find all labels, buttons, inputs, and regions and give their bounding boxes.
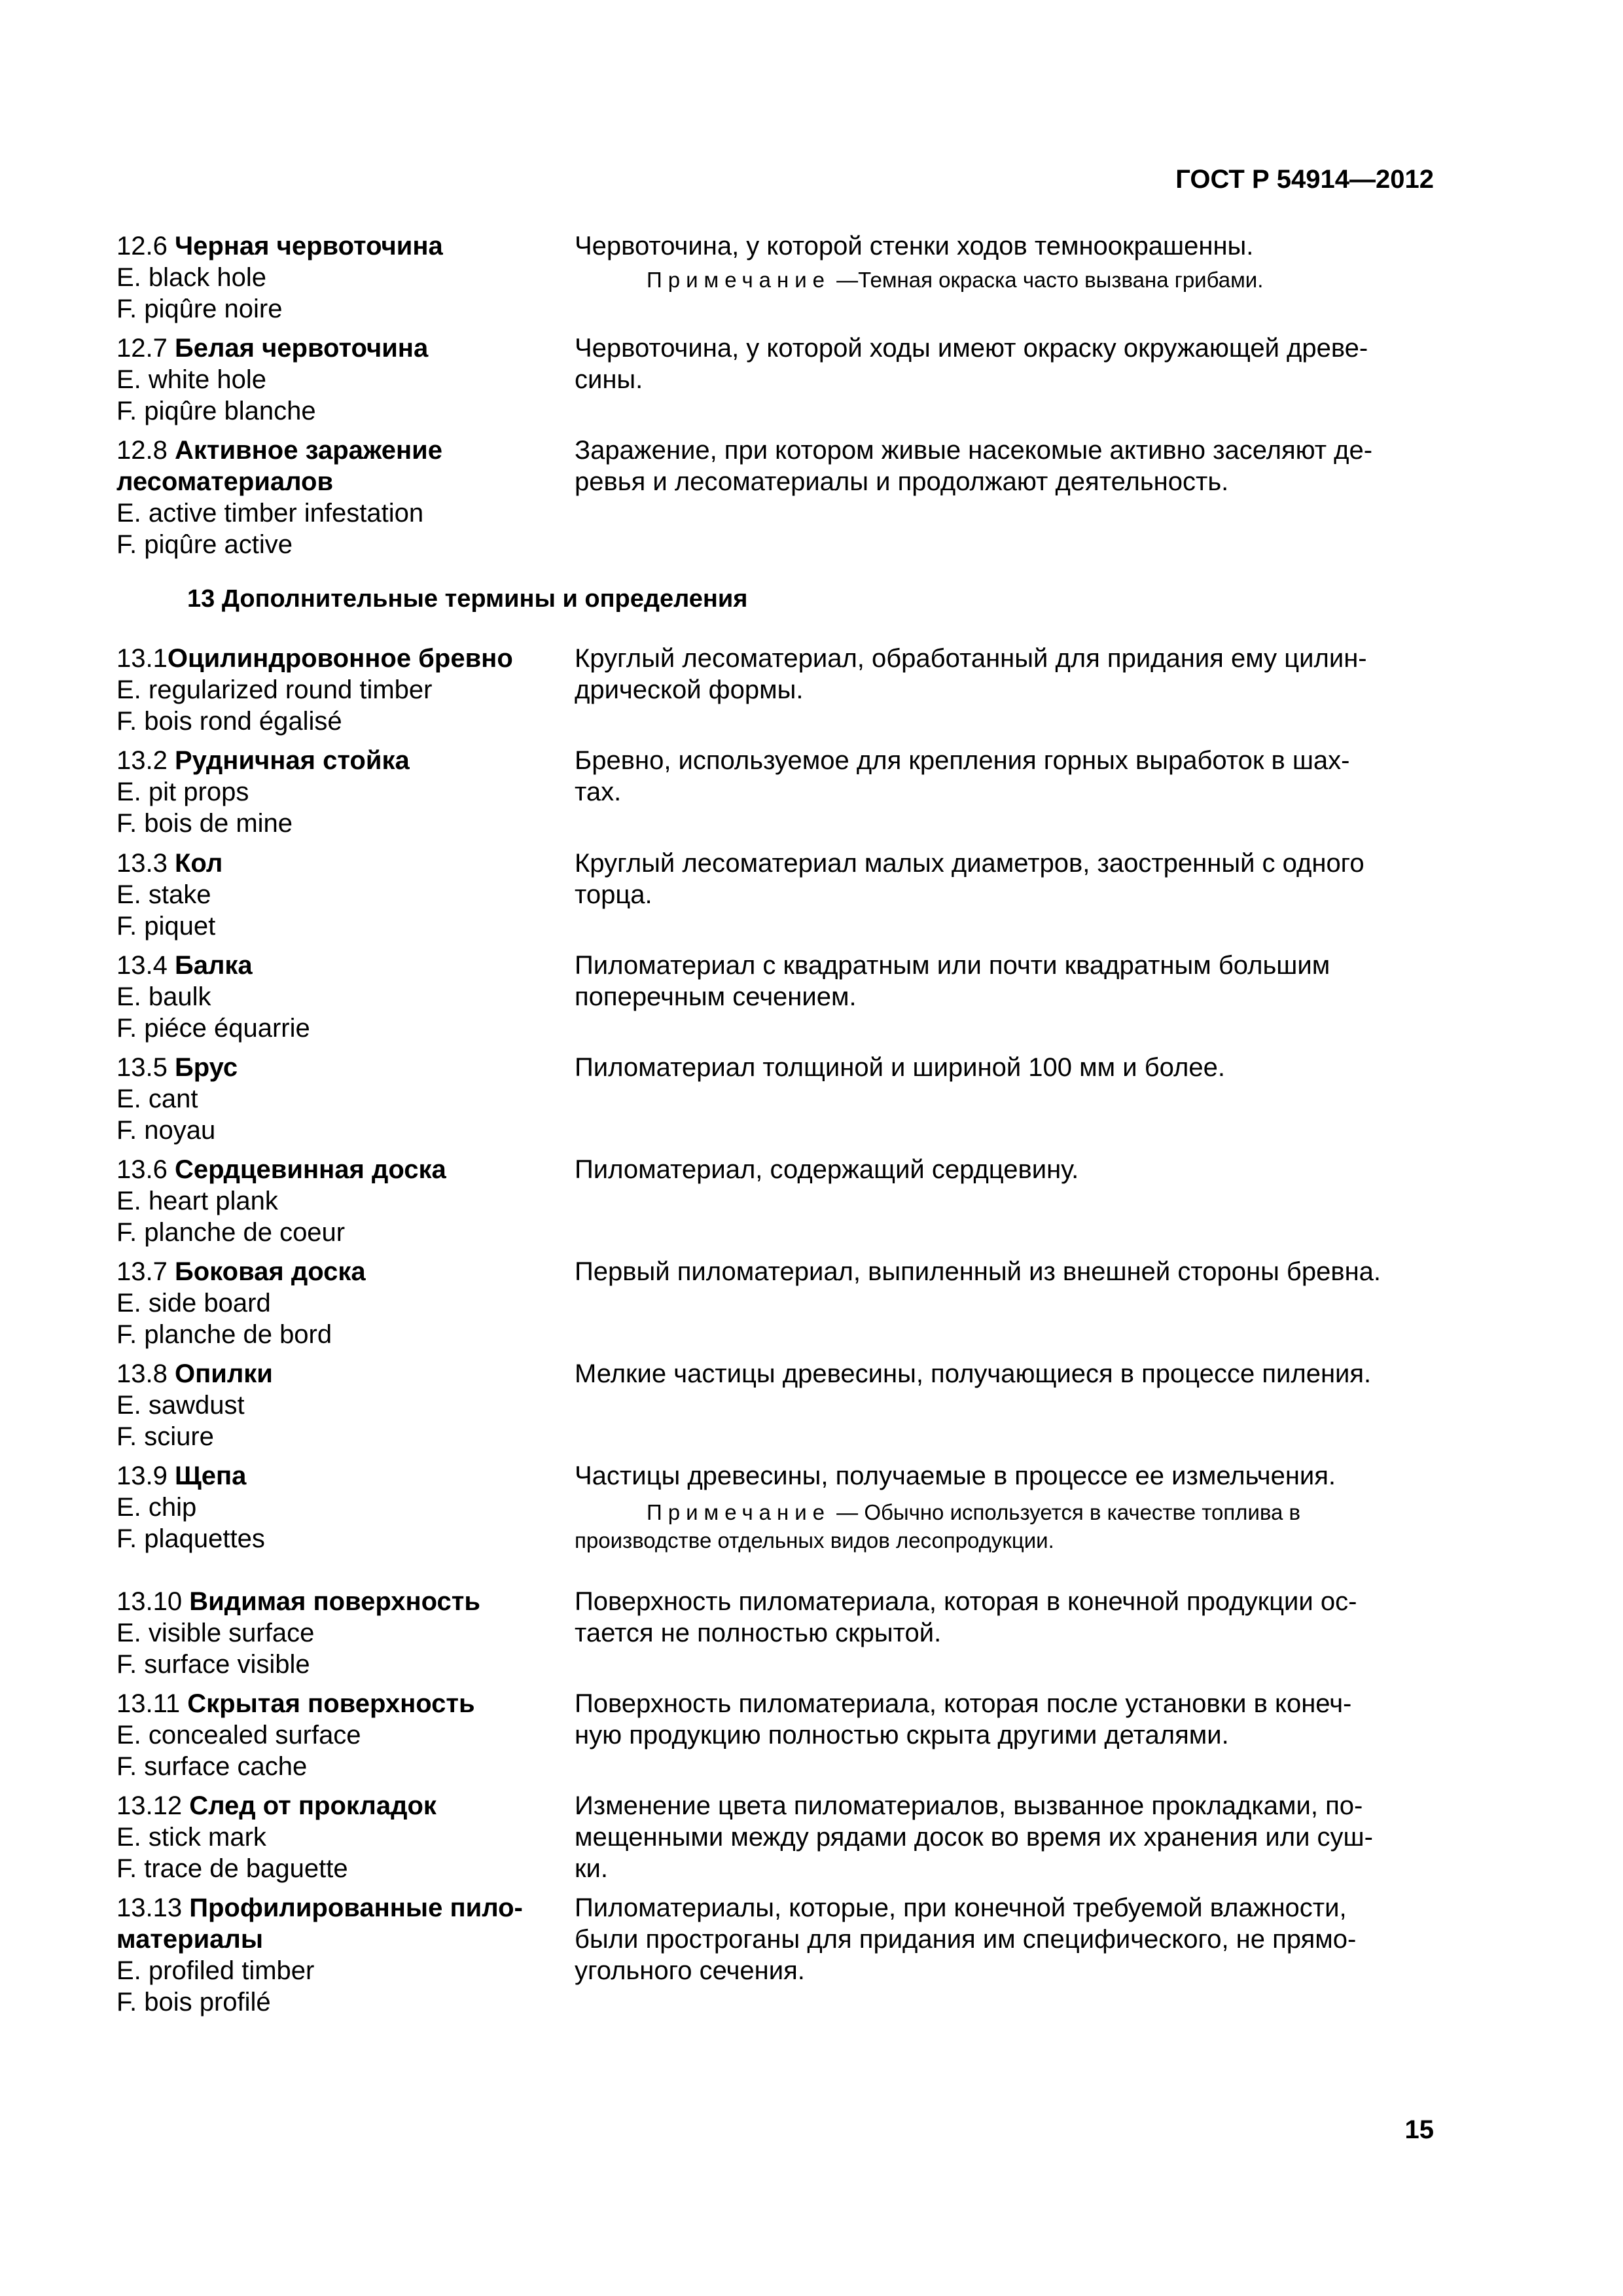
term-entry-13-5 (116, 1052, 1425, 1146)
term-entry-12-8 (116, 435, 1425, 560)
term-number: 13.4 (116, 951, 175, 980)
term-block (116, 230, 575, 325)
term-entry-13-1 (116, 643, 1425, 737)
note-text-continued: производстве отдельных видов лесопродукции. (575, 1528, 1054, 1552)
term-number: 13.5 (116, 1053, 175, 1082)
term-french: F. trace de baguette (116, 1854, 348, 1883)
term-name: Сердцевинная доска (174, 1155, 446, 1184)
term-block (116, 643, 575, 737)
term-block (116, 1586, 575, 1680)
page-number: 15 (1404, 2115, 1434, 2144)
term-entry-13-10 (116, 1586, 1425, 1680)
term-definition: Пиломатериал с квадратным или почти квадратным большим поперечным сечением. (575, 951, 1330, 1011)
term-english: E. active timber infestation (116, 499, 424, 528)
term-block (116, 848, 575, 942)
term-english: E. black hole (116, 263, 267, 292)
term-block (116, 1052, 575, 1146)
term-english: E. heart plank (116, 1187, 278, 1215)
term-name: Профилированные пило- (189, 1893, 523, 1922)
term-entry-13-9 (116, 1460, 1425, 1554)
term-french: F. surface visible (116, 1650, 310, 1679)
term-name: Кол (174, 849, 223, 878)
term-french: F. piqûre noire (116, 295, 283, 323)
term-english: E. side board (116, 1289, 271, 1318)
term-number: 12.8 (116, 436, 175, 465)
term-number: 13.12 (116, 1791, 190, 1820)
term-entry-13-12 (116, 1790, 1425, 1884)
term-definition: Червоточина, у которой стенки ходов темноокрашенны. Примечание —Темная окраска часто вызвана грибами. (575, 230, 1419, 294)
term-name: Щепа (174, 1462, 247, 1490)
note (575, 266, 1419, 294)
term-block (116, 1358, 575, 1452)
term-english: E. concealed surface (116, 1721, 361, 1749)
term-english: E. stick mark (116, 1823, 266, 1852)
term-number: 13.10 (116, 1587, 190, 1616)
note (575, 1498, 1419, 1554)
term-entry-13-6 (116, 1154, 1425, 1248)
term-french: F. piéce équarrie (116, 1014, 310, 1043)
term-french: F. bois rond égalisé (116, 707, 342, 736)
note-label: Примечание (647, 268, 831, 292)
term-french: F. planche de coeur (116, 1218, 346, 1247)
term-french: F. piqûre blanche (116, 397, 316, 425)
term-definition: Изменение цвета пиломатериалов, вызванное прокладками, по- мещенными между рядами досок во время их хранения или суш- ки. (575, 1791, 1373, 1883)
note-text: —Темная окраска часто вызвана грибами. (830, 268, 1264, 292)
term-block (116, 745, 575, 839)
term-french: F. bois de mine (116, 809, 293, 838)
term-entry-13-2 (116, 745, 1425, 839)
term-english: E. pit props (116, 778, 249, 806)
term-definition: Поверхность пиломатериала, которая в конечной продукции ос- тается не полностью скрытой. (575, 1587, 1357, 1647)
term-block (116, 1256, 575, 1350)
note-label: Примечание (647, 1500, 831, 1524)
term-english: E. chip (116, 1493, 197, 1522)
term-french: F. piqûre active (116, 530, 293, 559)
term-definition: Мелкие частицы древесины, получающиеся в процессе пиления. (575, 1359, 1372, 1388)
term-entry-12-7 (116, 332, 1425, 427)
term-definition: Круглый лесоматериал малых диаметров, заостренный с одного торца. (575, 849, 1364, 909)
term-entry-13-3 (116, 848, 1425, 942)
term-definition: Частицы древесины, получаемые в процессе ее измельчения. Примечание — Обычно используется в качестве топлива в производстве отдельных видов лесопродукции. (575, 1460, 1419, 1554)
term-number: 13.7 (116, 1257, 175, 1286)
term-block (116, 332, 575, 427)
term-block (116, 1892, 575, 2018)
term-name: След от прокладок (189, 1791, 437, 1820)
term-name: Боковая доска (174, 1257, 366, 1286)
term-french: F. bois profilé (116, 1988, 271, 2017)
term-block (116, 1154, 575, 1248)
term-block (116, 435, 575, 560)
term-name: Рудничная стойка (174, 746, 410, 775)
term-french: F. sciure (116, 1422, 214, 1451)
term-number: 13.1 (116, 644, 168, 673)
term-definition: Заражение, при котором живые насекомые активно заселяют де- ревья и лесоматериалы и продолжают деятельность. (575, 436, 1373, 496)
term-entry-13-11 (116, 1688, 1425, 1782)
term-name-continued: лесоматериалов (116, 467, 334, 496)
term-definition: Бревно, используемое для крепления горных выработок в шах- тах. (575, 746, 1350, 806)
term-entry-12-6 (116, 230, 1425, 325)
term-number: 12.7 (116, 334, 175, 363)
term-name: Балка (174, 951, 253, 980)
term-block (116, 950, 575, 1044)
term-definition: Круглый лесоматериал, обработанный для придания ему цилин- дрической формы. (575, 644, 1367, 704)
term-name: Активное заражение (174, 436, 442, 465)
term-french: F. noyau (116, 1116, 216, 1145)
term-english: E. baulk (116, 982, 211, 1011)
section-title: 13 Дополнительные термины и определения (187, 585, 748, 613)
term-number: 13.3 (116, 849, 175, 878)
term-french: F. surface cache (116, 1752, 308, 1781)
term-name: Видимая поверхность (189, 1587, 480, 1616)
term-french: F. planche de bord (116, 1320, 332, 1349)
term-entry-13-13 (116, 1892, 1425, 2018)
term-french: F. plaquettes (116, 1524, 265, 1553)
term-english: E. regularized round timber (116, 675, 433, 704)
term-name: Брус (174, 1053, 238, 1082)
term-number: 13.11 (116, 1689, 188, 1718)
term-entry-13-8 (116, 1358, 1425, 1452)
term-entry-13-4 (116, 950, 1425, 1044)
term-name: Черная червоточина (174, 232, 443, 260)
term-name: Белая червоточина (174, 334, 429, 363)
term-name: Опилки (174, 1359, 273, 1388)
term-french: F. piquet (116, 912, 216, 941)
term-definition: Червоточина, у которой ходы имеют окраску окружающей древе- сины. (575, 334, 1368, 394)
document-code: ГОСТ Р 54914—2012 (1175, 165, 1434, 194)
term-block (116, 1790, 575, 1884)
term-definition: Первый пиломатериал, выпиленный из внешней стороны бревна. (575, 1257, 1382, 1286)
term-name-continued: материалы (116, 1925, 263, 1954)
term-english: E. white hole (116, 365, 267, 394)
term-block (116, 1688, 575, 1782)
term-definition: Поверхность пиломатериала, которая после установки в конеч- ную продукцию полностью скрыта другими деталями. (575, 1689, 1352, 1749)
term-definition: Пиломатериалы, которые, при конечной требуемой влажности, были прострoганы для придания им специфического, не прямо- угольного сечения. (575, 1893, 1357, 1985)
term-english: E. stake (116, 880, 211, 909)
note-text: — Обычно используется в качестве топлива в (830, 1500, 1301, 1524)
term-english: E. cant (116, 1085, 198, 1113)
term-block (116, 1460, 575, 1554)
term-number: 13.2 (116, 746, 175, 775)
term-number: 13.8 (116, 1359, 175, 1388)
term-english: E. visible surface (116, 1619, 315, 1647)
term-english: E. profiled timber (116, 1956, 315, 1985)
term-english: E. sawdust (116, 1391, 245, 1420)
term-number: 12.6 (116, 232, 175, 260)
term-entry-13-7 (116, 1256, 1425, 1350)
term-number: 13.6 (116, 1155, 175, 1184)
term-name: Скрытая поверхность (187, 1689, 475, 1718)
term-number: 13.13 (116, 1893, 190, 1922)
term-number: 13.9 (116, 1462, 175, 1490)
term-name: Оцилиндровонное бревно (167, 644, 513, 673)
term-definition: Пиломатериал, содержащий сердцевину. (575, 1155, 1079, 1184)
term-definition: Пиломатериал толщиной и шириной 100 мм и более. (575, 1053, 1225, 1082)
